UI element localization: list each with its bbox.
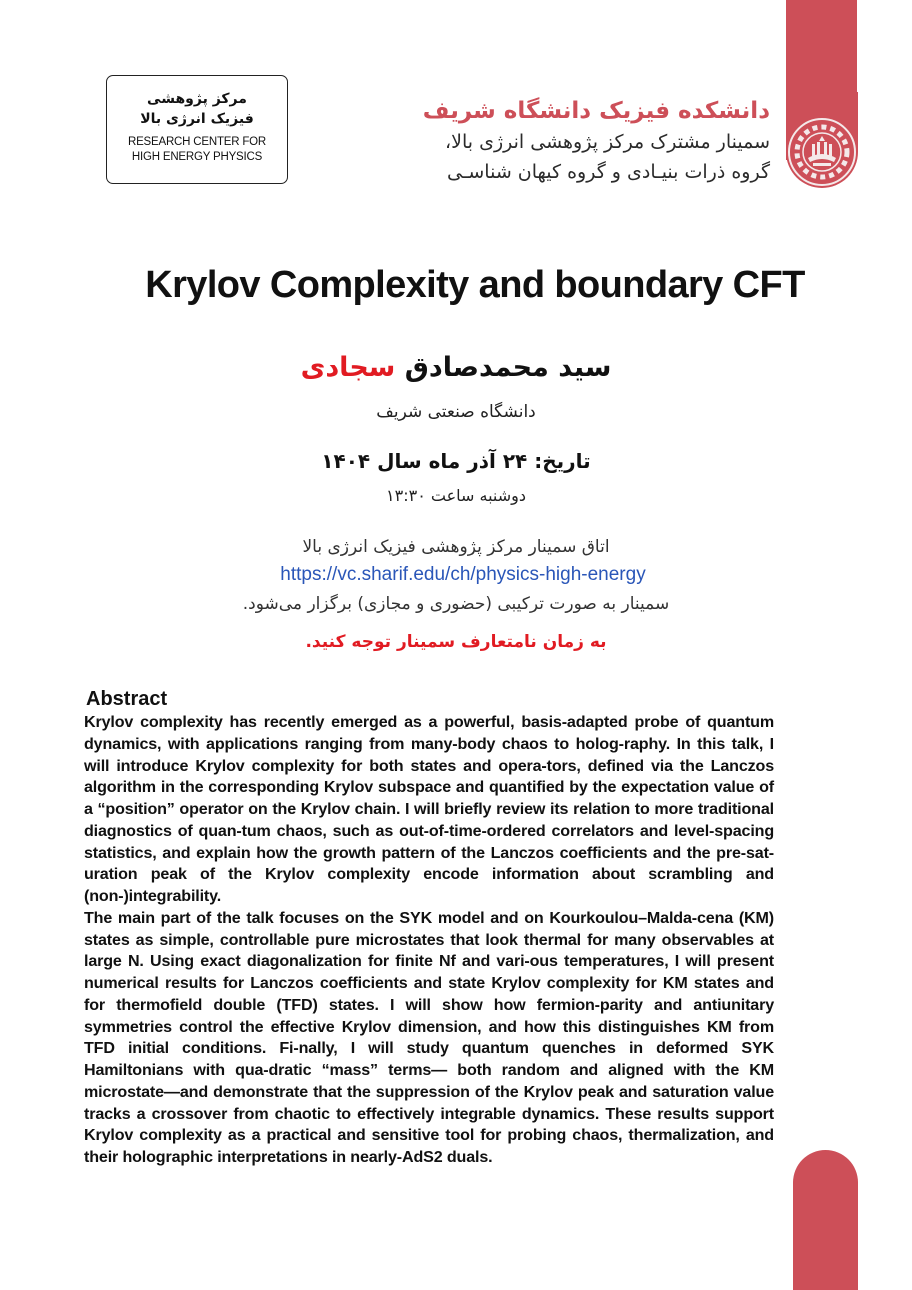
seminar-organizers-line1: سمینار مشترک مرکز پژوهشی انرژی بالا،: [445, 131, 770, 153]
research-center-en-line2: HIGH ENERGY PHYSICS: [131, 151, 263, 163]
speaker-first-name: سید محمدصادق: [404, 352, 612, 383]
online-meeting-link[interactable]: https://vc.sharif.edu/ch/physics-high-energy: [280, 564, 646, 585]
research-center-name-en: [107, 135, 287, 165]
seminar-organizers-line2: گروه ذرات بنیـادی و گروه کیهان شناسـی: [446, 161, 770, 183]
research-center-fa-line2: فیزیک انرژی بالا: [140, 111, 254, 127]
seminar-time: دوشنبه ساعت ۱۳:۳۰: [386, 486, 526, 505]
seminar-room: اتاق سمینار مرکز پژوهشی فیزیک انرژی بالا: [302, 537, 610, 557]
abstract-paragraph-2: The main part of the talk focuses on the SYK model and on Kourkoulou–Malda-cena (KM) states as simple, controllable pure microstates that look thermal for many observables at large N. Using exact diagonalization for finite Nf and vari-ous temperatures, I will present numerical results for Lanczos coefficients and state Krylov complexity for KM states and for thermofield double (TFD) states. I will show how fermion-parity and antiunitary symmetries control the effective Krylov dimension, and how this distinguishes KM from TFD initial conditions. Fi-nally, I will study quantum quenches in deformed SYK Hamiltonians with qua-dratic “mass” terms— both random and aligned with the KM microstate—and demonstrate that the suppression of the Krylov peak and saturation value tracks a crossover from chaotic to effectively integrable dynamics. These results support Krylov complexity as a practical and sensitive tool for probing chaos, thermalization, and their holographic interpretations in nearly-AdS2 duals.: [84, 908, 774, 1166]
talk-title: Krylov Complexity and boundary CFT: [145, 264, 805, 306]
hybrid-format-note: سمینار به صورت ترکیبی (حضوری و مجازی) برگزار می‌شود.: [242, 594, 670, 614]
abstract-paragraph-1: Krylov complexity has recently emerged as a powerful, basis-adapted probe of quantum dynamics, with applications ranging from many-body chaos to holog-raphy. In this talk, I will introduce Krylov complexity for both states and opera-tors, defined via the Lanczos algorithm in the corresponding Krylov subspace and quantified by the expectation value of a “position” operator on the Krylov chain. I will briefly review its relation to more traditional diagnostics of quan-tum chaos, such as out-of-time-ordered correlators and level-spacing statistics, and explain how the growth pattern of the Lanczos coefficients and the pre-sat-uration peak of the Krylov complexity encode information about scrambling and (non-)integrability.: [84, 713, 774, 905]
decorative-red-bar-bottom: [793, 1150, 858, 1290]
research-center-en-line1: RESEARCH CENTER FOR: [127, 136, 267, 148]
abstract-heading: Abstract: [86, 688, 168, 710]
seminar-date: تاریخ: ۲۴ آذر ماه سال ۱۴۰۴: [321, 449, 591, 473]
research-center-logo: [106, 75, 288, 184]
university-seal-logo: [786, 92, 858, 188]
unusual-time-notice: به زمان نامتعارف سمینار توجه کنید.: [305, 632, 607, 652]
research-center-name-fa: [107, 89, 287, 129]
speaker-affiliation: دانشگاه صنعتی شریف: [376, 402, 536, 422]
faculty-header: [350, 95, 770, 187]
faculty-title: دانشکده فیزیک دانشگاه شریف: [422, 98, 770, 124]
abstract-section: [84, 686, 774, 1169]
speaker-last-name: سجادی: [300, 352, 396, 383]
research-center-fa-line1: مرکز پژوهشی: [147, 91, 247, 107]
speaker-name: [0, 352, 912, 383]
